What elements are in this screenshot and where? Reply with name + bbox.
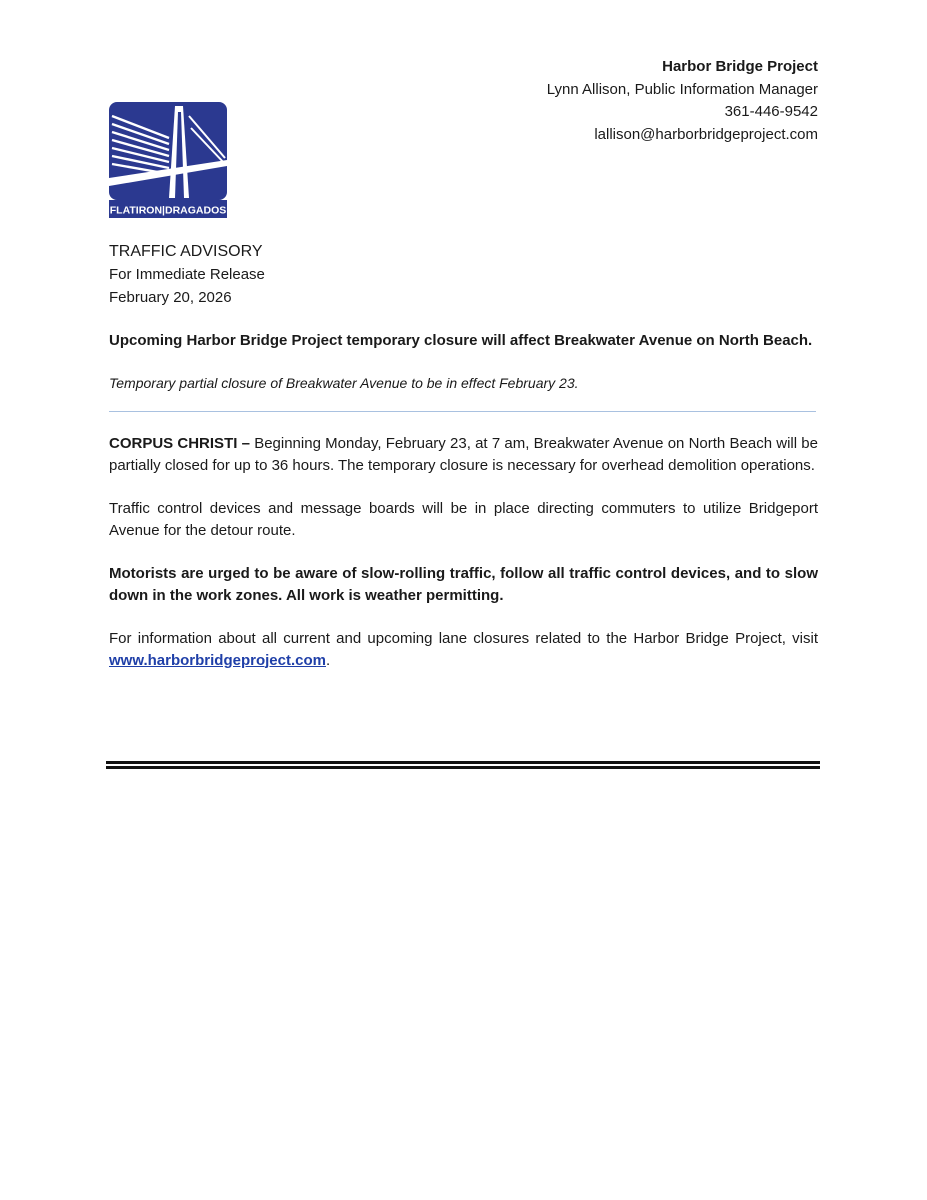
paragraph-3: Motorists are urged to be aware of slow-rolling traffic, follow all traffic control devices, and to slow down in the work zones. All work is weather permitting. (109, 565, 818, 604)
paragraph-4: For information about all current and upcoming lane closures related to the Harbor Bridge Project, visit www.harborbridgeproject.com. (109, 630, 818, 669)
separator-line (109, 411, 816, 412)
subheadline: Temporary partial closure of Breakwater Avenue to be in effect February 23. (109, 375, 579, 391)
flatiron-dragados-logo (109, 102, 229, 218)
advisory-block (109, 240, 265, 309)
headline: Upcoming Harbor Bridge Project temporary closure will affect Breakwater Avenue on North Beach. (109, 332, 813, 349)
footer-rule (106, 761, 820, 771)
paragraph-1: CORPUS CHRISTI – Beginning Monday, February 23, at 7 am, Breakwater Avenue on North Beach will be partially closed for up to 36 hours. The temporary closure is necessary for overhead demolition operations. (109, 435, 818, 474)
advisory-type: TRAFFIC ADVISORY (109, 243, 263, 260)
contact-phone: 361-446-9542 (724, 103, 818, 120)
contact-block (547, 56, 818, 146)
bridge-logo-icon (109, 102, 229, 218)
website-link[interactable]: www.harborbridgeproject.com (109, 651, 326, 669)
contact-email: lallison@harborbridgeproject.com (594, 125, 818, 143)
svg-text:FLATIRON|DRAGADOS: FLATIRON|DRAGADOS (109, 204, 227, 217)
release-label: For Immediate Release (109, 266, 265, 283)
paragraph-2: Traffic control devices and message boards will be in place directing commuters to utilize Bridgeport Avenue for the detour route. (109, 500, 818, 539)
contact-person: Lynn Allison, Public Information Manager (546, 80, 818, 98)
release-date: February 20, 2026 (109, 289, 232, 306)
dateline: CORPUS CHRISTI – (109, 435, 250, 452)
press-release-body (109, 433, 818, 693)
contact-organization: Harbor Bridge Project (662, 58, 818, 75)
